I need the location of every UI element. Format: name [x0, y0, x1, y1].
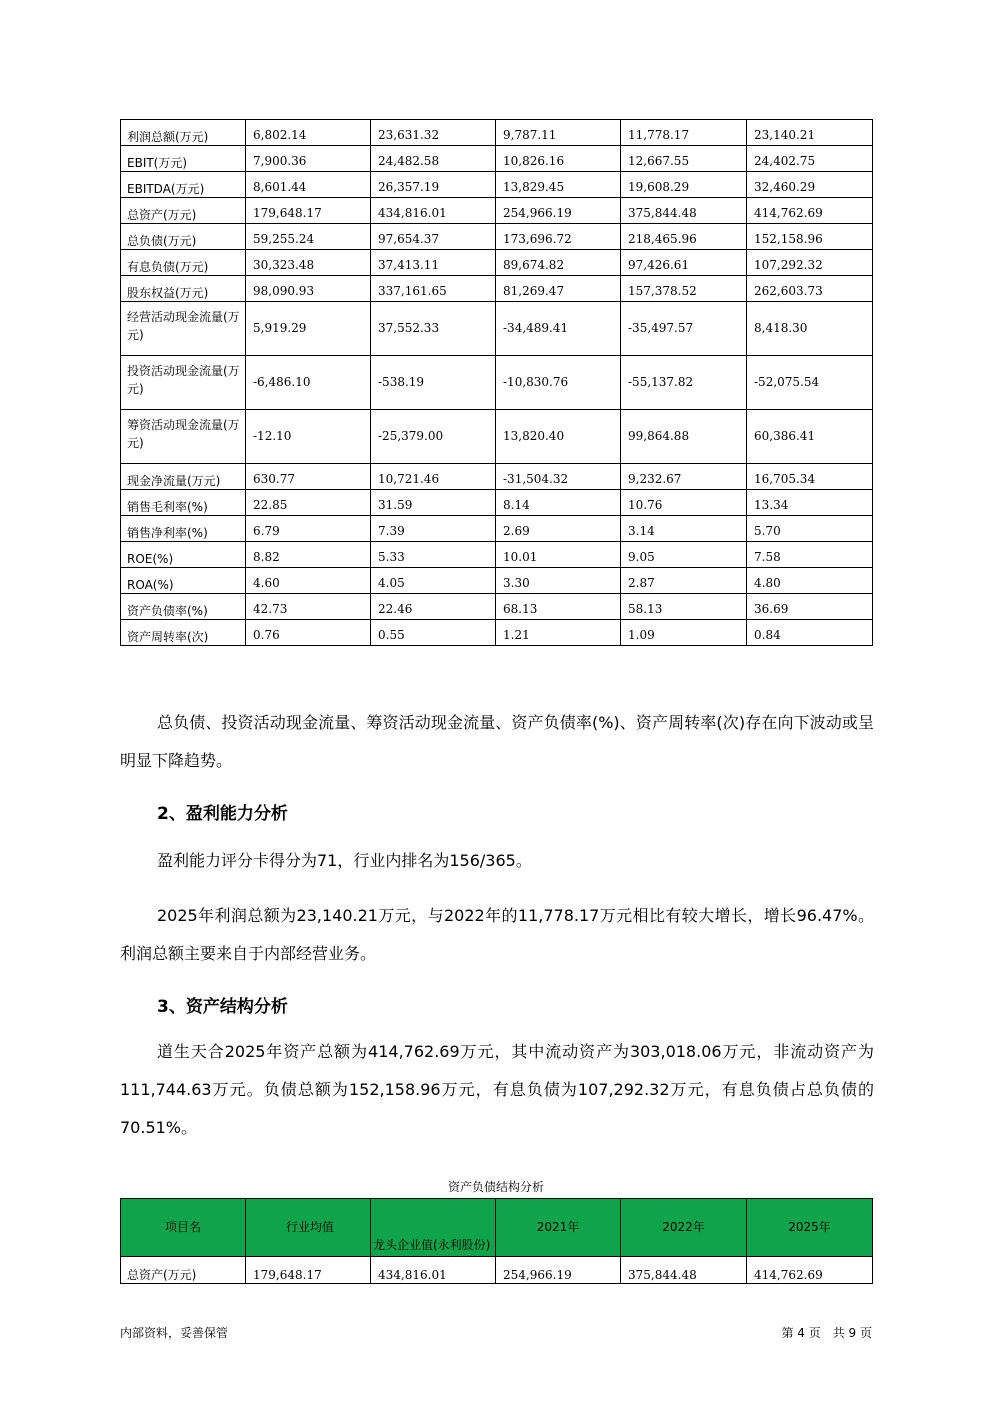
table-row	[121, 516, 873, 542]
column-header: 龙头企业值(永利股份)	[371, 1199, 496, 1257]
row-label: 资产周转率(次)	[121, 620, 246, 646]
table-cell: 24,402.75	[747, 146, 873, 172]
table-cell: 9,787.11	[496, 120, 621, 146]
table-cell: 1.09	[621, 620, 747, 646]
table-cell: 254,966.19	[496, 198, 621, 224]
row-label: 利润总额(万元)	[121, 120, 246, 146]
table-cell: 23,631.32	[371, 120, 496, 146]
trend-paragraph: 总负债、投资活动现金流量、筹资活动现金流量、资产负债率(%)、资产周转率(次)存在向下波动或呈明显下降趋势。	[120, 713, 874, 770]
header-row	[121, 1199, 873, 1257]
table-cell: 89,674.82	[496, 250, 621, 276]
row-label: 经营活动现金流量(万元)	[121, 302, 246, 356]
profit-growth-paragraph: 2025年利润总额为23,140.21万元，与2022年的11,778.17万元相比有较大增长，增长96.47%。利润总额主要来自于内部经营业务。	[120, 906, 874, 963]
row-label: ROA(%)	[121, 568, 246, 594]
table-cell: 97,654.37	[371, 224, 496, 250]
table-cell: 2.69	[496, 516, 621, 542]
table-cell: 414,762.69	[747, 1257, 873, 1284]
table-cell: 23,140.21	[747, 120, 873, 146]
table-cell: 19,608.29	[621, 172, 747, 198]
table-cell: 179,648.17	[246, 1257, 371, 1284]
row-label: 筹资活动现金流量(万元)	[121, 410, 246, 464]
table-row	[121, 356, 873, 410]
table-cell: 3.30	[496, 568, 621, 594]
table-cell: 10.01	[496, 542, 621, 568]
row-label: ROE(%)	[121, 542, 246, 568]
table-cell: 7.39	[371, 516, 496, 542]
table-row	[121, 594, 873, 620]
row-label: 投资活动现金流量(万元)	[121, 356, 246, 410]
table-cell: 13,820.40	[496, 410, 621, 464]
table-cell: 5.33	[371, 542, 496, 568]
table-row	[121, 172, 873, 198]
table-cell: 0.76	[246, 620, 371, 646]
table-cell: 157,378.52	[621, 276, 747, 302]
table-row	[121, 302, 873, 356]
table-cell: 10.76	[621, 490, 747, 516]
table-cell: 98,090.93	[246, 276, 371, 302]
table-cell: 10,721.46	[371, 464, 496, 490]
column-header: 2025年	[747, 1199, 873, 1257]
section-heading-asset-structure: 3、资产结构分析	[157, 997, 288, 1017]
table-cell: 375,844.48	[621, 1257, 747, 1284]
table-cell: -35,497.57	[621, 302, 747, 356]
table-cell: 4.05	[371, 568, 496, 594]
table-cell: 630.77	[246, 464, 371, 490]
table-cell: 36.69	[747, 594, 873, 620]
table-cell: 1.21	[496, 620, 621, 646]
footer-confidential-note: 内部资料，妥善保管	[120, 1326, 229, 1340]
table-cell: 434,816.01	[371, 1257, 496, 1284]
table-cell: 22.46	[371, 594, 496, 620]
table-cell: -538.19	[371, 356, 496, 410]
column-header: 2021年	[496, 1199, 621, 1257]
table-cell: 22.85	[246, 490, 371, 516]
table-cell: 8,601.44	[246, 172, 371, 198]
table-cell: 0.84	[747, 620, 873, 646]
table-cell: 152,158.96	[747, 224, 873, 250]
table-cell: 218,465.96	[621, 224, 747, 250]
table-cell: 16,705.34	[747, 464, 873, 490]
table-cell: 5.70	[747, 516, 873, 542]
table-cell: 37,413.11	[371, 250, 496, 276]
table-cell: 68.13	[496, 594, 621, 620]
table-cell: 0.55	[371, 620, 496, 646]
table-cell: 254,966.19	[496, 1257, 621, 1284]
table-caption: 资产负债结构分析	[447, 1180, 544, 1194]
structure-table-header	[121, 1199, 873, 1257]
row-label: 销售净利率(%)	[121, 516, 246, 542]
table-cell: 2.87	[621, 568, 747, 594]
table-cell: -55,137.82	[621, 356, 747, 410]
table-cell: 375,844.48	[621, 198, 747, 224]
table-cell: 59,255.24	[246, 224, 371, 250]
table-cell: 3.14	[621, 516, 747, 542]
table-cell: 24,482.58	[371, 146, 496, 172]
table-cell: 42.73	[246, 594, 371, 620]
table-cell: 107,292.32	[747, 250, 873, 276]
table-cell: 9.05	[621, 542, 747, 568]
table-cell: 13,829.45	[496, 172, 621, 198]
table-cell: 37,552.33	[371, 302, 496, 356]
table-cell: 30,323.48	[246, 250, 371, 276]
column-header: 行业均值	[246, 1199, 371, 1257]
asset-liability-structure-table	[120, 1198, 873, 1284]
table-row	[121, 250, 873, 276]
table-cell: 6.79	[246, 516, 371, 542]
table-cell: 13.34	[747, 490, 873, 516]
table-cell: -6,486.10	[246, 356, 371, 410]
row-label: 销售毛利率(%)	[121, 490, 246, 516]
table-cell: 97,426.61	[621, 250, 747, 276]
footer-page-number: 第 4 页 共 9 页	[781, 1326, 872, 1340]
table-row	[121, 120, 873, 146]
table-cell: 26,357.19	[371, 172, 496, 198]
row-label: 股东权益(万元)	[121, 276, 246, 302]
table-cell: 8.14	[496, 490, 621, 516]
profitability-score-paragraph: 盈利能力评分卡得分为71，行业内排名为156/365。	[157, 851, 532, 870]
table-row	[121, 276, 873, 302]
table-row	[121, 568, 873, 594]
table-cell: 6,802.14	[246, 120, 371, 146]
table-cell: -34,489.41	[496, 302, 621, 356]
table-row	[121, 542, 873, 568]
table-row	[121, 198, 873, 224]
table-cell: 262,603.73	[747, 276, 873, 302]
table-cell: -31,504.32	[496, 464, 621, 490]
structure-table-body	[121, 1257, 873, 1284]
table-cell: 32,460.29	[747, 172, 873, 198]
table-row	[121, 490, 873, 516]
table-cell: -52,075.54	[747, 356, 873, 410]
table-cell: -12.10	[246, 410, 371, 464]
row-label: 有息负债(万元)	[121, 250, 246, 276]
table-cell: 7,900.36	[246, 146, 371, 172]
table-cell: 9,232.67	[621, 464, 747, 490]
table-cell: 99,864.88	[621, 410, 747, 464]
table-cell: 414,762.69	[747, 198, 873, 224]
table-row	[121, 464, 873, 490]
table-cell: 5,919.29	[246, 302, 371, 356]
table-cell: -25,379.00	[371, 410, 496, 464]
table-row	[121, 224, 873, 250]
row-label: 资产负债率(%)	[121, 594, 246, 620]
table-cell: 7.58	[747, 542, 873, 568]
column-header: 2022年	[621, 1199, 747, 1257]
table-cell: 81,269.47	[496, 276, 621, 302]
row-label: 现金净流量(万元)	[121, 464, 246, 490]
financial-metrics-body	[121, 120, 873, 646]
table-cell: 10,826.16	[496, 146, 621, 172]
table-row	[121, 1257, 873, 1284]
table-cell: 8.82	[246, 542, 371, 568]
table-cell: 8,418.30	[747, 302, 873, 356]
column-header: 项目名	[121, 1199, 246, 1257]
asset-structure-paragraph: 道生天合2025年资产总额为414,762.69万元，其中流动资产为303,018.06万元，非流动资产为111,744.63万元。负债总额为152,158.96万元，有息负债为107,292.32万元，有息负债占总负债的70.51%。	[120, 1042, 874, 1137]
table-cell: 4.80	[747, 568, 873, 594]
table-cell: 11,778.17	[621, 120, 747, 146]
table-cell: 60,386.41	[747, 410, 873, 464]
table-cell: -10,830.76	[496, 356, 621, 410]
table-cell: 58.13	[621, 594, 747, 620]
table-cell: 12,667.55	[621, 146, 747, 172]
table-cell: 4.60	[246, 568, 371, 594]
financial-metrics-table	[120, 119, 873, 646]
table-row	[121, 620, 873, 646]
table-cell: 337,161.65	[371, 276, 496, 302]
section-heading-profitability: 2、盈利能力分析	[157, 804, 288, 824]
table-cell: 173,696.72	[496, 224, 621, 250]
row-label: 总负债(万元)	[121, 224, 246, 250]
row-label: EBITDA(万元)	[121, 172, 246, 198]
table-cell: 434,816.01	[371, 198, 496, 224]
row-label: 总资产(万元)	[121, 1257, 246, 1284]
table-row	[121, 146, 873, 172]
table-cell: 179,648.17	[246, 198, 371, 224]
row-label: EBIT(万元)	[121, 146, 246, 172]
table-row	[121, 410, 873, 464]
row-label: 总资产(万元)	[121, 198, 246, 224]
table-cell: 31.59	[371, 490, 496, 516]
